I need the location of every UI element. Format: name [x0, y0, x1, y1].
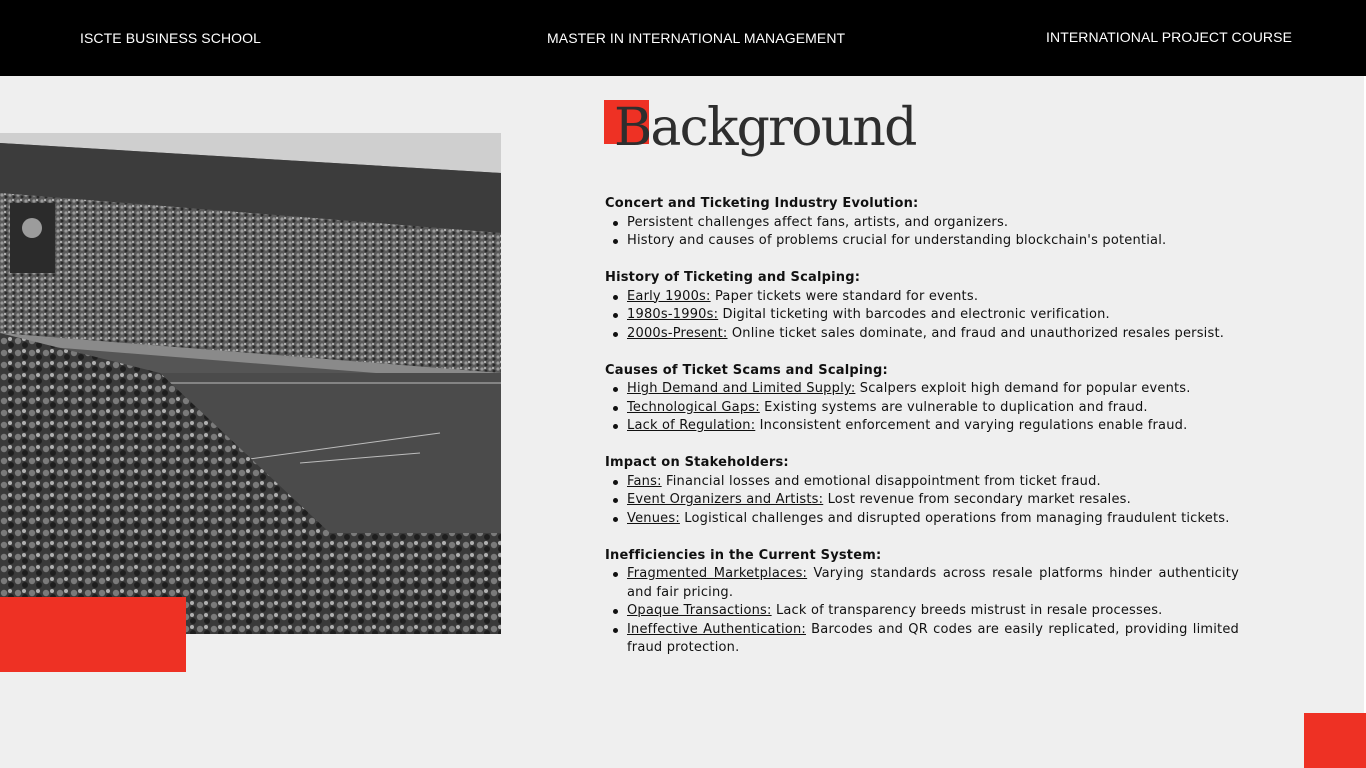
bullet-text: Persistent challenges affect fans, artists, and organizers. [627, 214, 1009, 230]
bullet-text: Varying standards across resale platforms hinder authenticity and fair pricing. [627, 566, 1239, 600]
bullet-text: Paper tickets were standard for events. [710, 288, 979, 304]
bullet-text: Lack of transparency breeds mistrust in resale processes. [771, 603, 1163, 618]
bullet-label: Ineffective Authentication: [627, 621, 806, 637]
bullet-label: Opaque Transactions: [627, 603, 772, 618]
bullet-label: Event Organizers and Artists: [627, 492, 824, 507]
stadium-crowd-photo [0, 133, 501, 634]
top-banner [0, 0, 1366, 76]
content-section [605, 547, 1239, 658]
bullet-list [605, 214, 1239, 251]
bullet-item [627, 491, 1239, 510]
section-heading: Impact on Stakeholders: [605, 455, 789, 470]
content-section [605, 195, 1239, 251]
bullet-label: Lack of Regulation: [627, 418, 756, 433]
bullet-item [627, 602, 1239, 621]
stadium-illustration [0, 133, 501, 634]
bullet-text: Scalpers exploit high demand for popular events. [855, 381, 1191, 396]
bullet-list [605, 473, 1239, 529]
bullet-item [627, 380, 1239, 399]
bullet-item [627, 565, 1239, 602]
accent-block-bottom-right [1304, 713, 1366, 768]
bullet-text: Barcodes and QR codes are easily replicated, providing limited fraud protection. [627, 621, 1239, 655]
bullet-text: Logistical challenges and disrupted operations from managing fraudulent tickets. [679, 510, 1230, 526]
bullet-label: Venues: [627, 510, 680, 526]
bullet-label: High Demand and Limited Supply: [627, 381, 856, 396]
bullet-text: Online ticket sales dominate, and fraud and unauthorized resales persist. [727, 325, 1225, 341]
bullet-text: Digital ticketing with barcodes and electronic verification. [718, 307, 1110, 322]
section-heading: Causes of Ticket Scams and Scalping: [605, 362, 888, 378]
section-heading: History of Ticketing and Scalping: [605, 270, 861, 285]
program-name: MASTER IN INTERNATIONAL MANAGEMENT [547, 30, 846, 46]
bullet-text: Existing systems are vulnerable to duplication and fraud. [759, 399, 1148, 415]
content-section [605, 269, 1239, 343]
bullet-list [605, 380, 1239, 436]
bullet-text: History and causes of problems crucial for understanding blockchain's potential. [627, 233, 1167, 248]
bullet-list [605, 565, 1239, 658]
bullet-label: Technological Gaps: [627, 399, 760, 415]
bullet-label: Fans: [627, 473, 662, 489]
bullet-item [627, 473, 1239, 492]
bullet-item [627, 399, 1239, 418]
bullet-item [627, 510, 1239, 529]
bullet-item [627, 214, 1239, 233]
content-section [605, 362, 1239, 436]
bullet-item [627, 325, 1239, 344]
bullet-item [627, 306, 1239, 325]
bullet-label: Early 1900s: [627, 288, 711, 304]
section-heading: Inefficiencies in the Current System: [605, 547, 882, 563]
course-name: INTERNATIONAL PROJECT COURSE [1046, 29, 1293, 45]
section-heading: Concert and Ticketing Industry Evolution: [605, 196, 919, 211]
bullet-text: Lost revenue from secondary market resales. [823, 492, 1131, 507]
bullet-label: 2000s-Present: [627, 325, 728, 341]
bullet-item [627, 417, 1239, 436]
bullet-label: Fragmented Marketplaces: [627, 566, 808, 581]
bullet-item [627, 232, 1239, 251]
school-name: ISCTE BUSINESS SCHOOL [80, 30, 262, 46]
bullet-label: 1980s-1990s: [627, 307, 719, 322]
slide-title: Background [614, 98, 916, 158]
bullet-text: Inconsistent enforcement and varying regulations enable fraud. [755, 418, 1188, 433]
background-content [605, 195, 1239, 676]
accent-block-left [0, 597, 186, 672]
bullet-list [605, 288, 1239, 344]
bullet-text: Financial losses and emotional disappointment from ticket fraud. [661, 473, 1101, 489]
bullet-item [627, 621, 1239, 658]
content-section [605, 454, 1239, 528]
bullet-item [627, 288, 1239, 307]
